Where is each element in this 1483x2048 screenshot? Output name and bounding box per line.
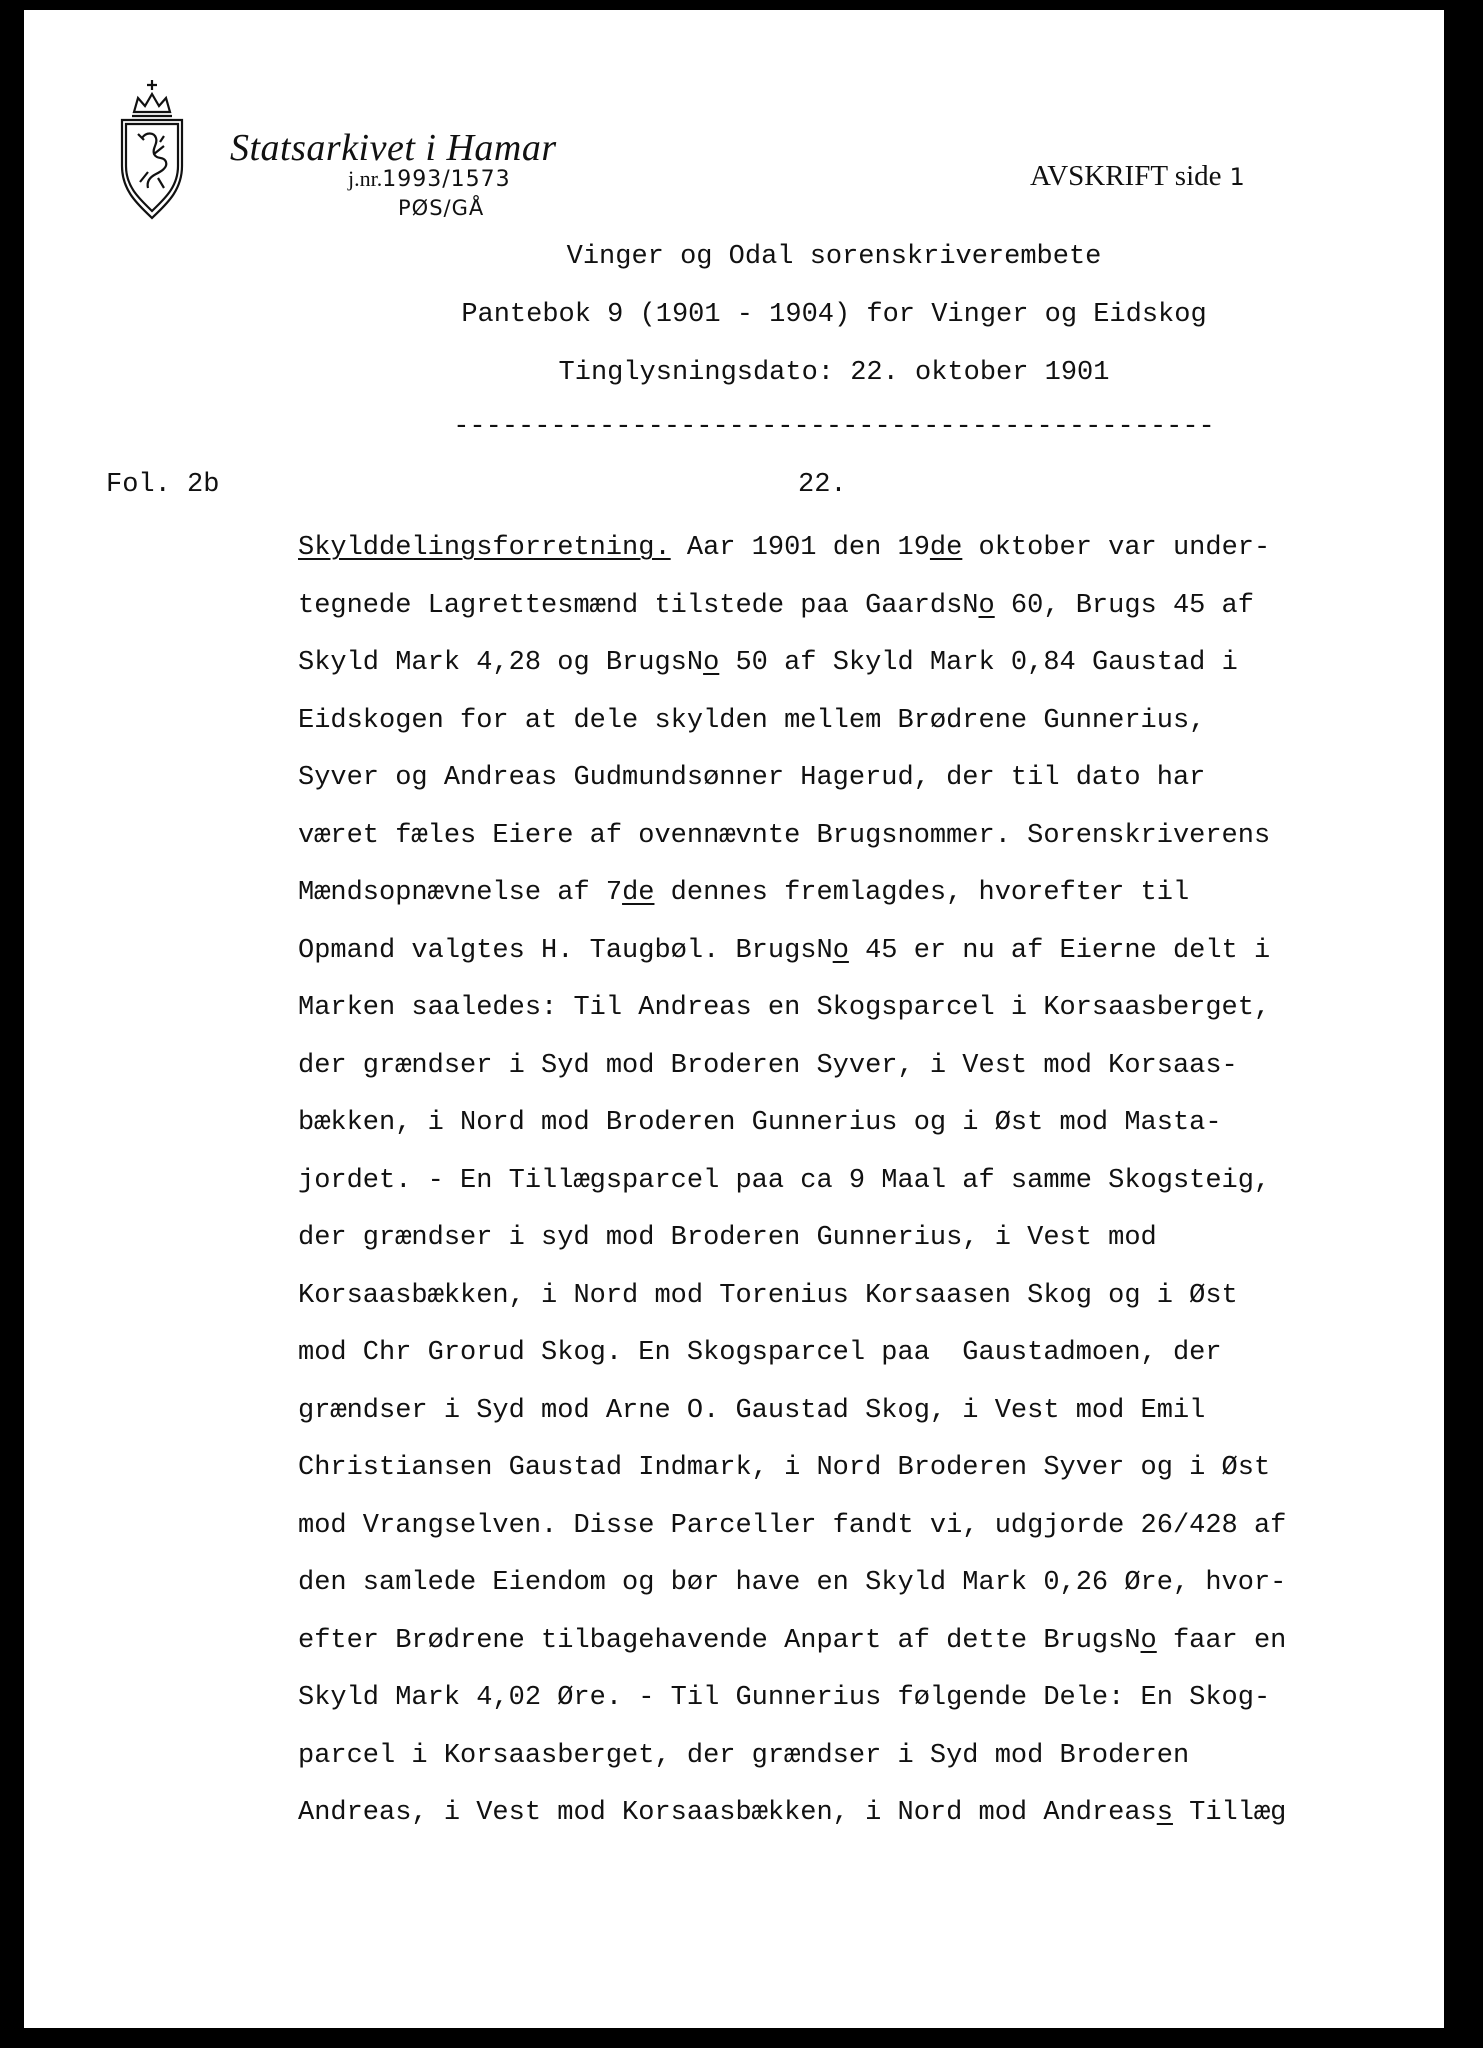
avskrift-label: AVSKRIFT side: [1030, 160, 1222, 192]
separator-rule: -----------------------------------------------: [453, 412, 1215, 442]
body-line: efter Brødrene tilbagehavende Anpart af dette BrugsNo faar en: [298, 1625, 1287, 1656]
journal-number: [348, 166, 511, 193]
body-line: Andreas, i Vest mod Korsaasbækken, i Nord mod Andreass Tillæg: [298, 1798, 1287, 1828]
body-line: Mændsopnævnelse af 7de dennes fremlagdes, hvorefter til: [298, 878, 1190, 908]
body-line: jordet. - En Tillægsparcel paa ca 9 Maal af samme Skogsteig,: [298, 1165, 1271, 1196]
body-line: mod Vrangselven. Disse Parceller fandt vi, udgjorde 26/428 af: [298, 1510, 1287, 1541]
body-line: Skyld Mark 4,02 Øre. - Til Gunnerius følgende Dele: En Skog-: [298, 1683, 1271, 1713]
folio-reference: Fol. 2b: [106, 470, 220, 500]
body-line: Opmand valgtes H. Taugbøl. BrugsNo 45 er nu af Eierne delt i: [298, 935, 1271, 966]
body-line: parcel i Korsaasberget, der grændser i Syd mod Broderen: [298, 1740, 1190, 1771]
document-page: [24, 10, 1444, 2028]
journal-number-label: j.nr.: [348, 166, 383, 191]
transcript-page-label: [1030, 160, 1245, 193]
avskrift-page-number: 1: [1229, 163, 1245, 191]
journal-number-value: 1993/1573: [382, 167, 511, 192]
body-line: Skyld Mark 4,28 og BrugsNo 50 af Skyld Mark 0,84 Gaustad i: [298, 648, 1238, 678]
volume-heading: Pantebok 9 (1901 - 1904) for Vinger og Eidskog: [461, 300, 1207, 330]
body-line: Marken saaledes: Til Andreas en Skogsparcel i Korsaasberget,: [298, 993, 1271, 1023]
body-line: mod Chr Grorud Skog. En Skogsparcel paa Gaustadmoen, der: [298, 1338, 1222, 1368]
body-line: grændser i Syd mod Arne O. Gaustad Skog, i Vest mod Emil: [298, 1395, 1206, 1426]
body-line: Korsaasbækken, i Nord mod Torenius Korsaasen Skog og i Øst: [298, 1280, 1238, 1311]
body-line: bækken, i Nord mod Broderen Gunnerius og i Øst mod Masta-: [298, 1108, 1222, 1138]
body-line: Skylddelingsforretning. Aar 1901 den 19de oktober var under-: [298, 533, 1271, 563]
entry-number: 22.: [798, 470, 847, 500]
body-line: Christiansen Gaustad Indmark, i Nord Broderen Syver og i Øst: [298, 1453, 1271, 1483]
archive-name: Statsarkivet i Hamar: [230, 127, 557, 169]
clerk-initials: PØS/GÅ: [398, 196, 485, 220]
court-heading: Vinger og Odal sorenskriverembete: [566, 242, 1102, 272]
body-line: været fæles Eiere af ovennævnte Brugsnommer. Sorenskriverens: [298, 820, 1271, 851]
body-line: der grændser i syd mod Broderen Gunnerius, i Vest mod: [298, 1223, 1157, 1253]
body-line: tegnede Lagrettesmænd tilstede paa GaardsNo 60, Brugs 45 af: [298, 590, 1254, 621]
body-line: der grændser i Syd mod Broderen Syver, i Vest mod Korsaas-: [298, 1050, 1238, 1081]
document-title: Skylddelingsforretning.: [298, 533, 671, 563]
norwegian-coat-of-arms-icon: [112, 74, 192, 224]
registration-date: Tinglysningsdato: 22. oktober 1901: [558, 358, 1110, 388]
body-line: Eidskogen for at dele skylden mellem Brødrene Gunnerius,: [298, 705, 1206, 736]
transcript-body: [298, 520, 1408, 1843]
body-line: den samlede Eiendom og bør have en Skyld Mark 0,26 Øre, hvor-: [298, 1568, 1287, 1598]
body-line: Syver og Andreas Gudmundsønner Hagerud, der til dato har: [298, 763, 1206, 793]
